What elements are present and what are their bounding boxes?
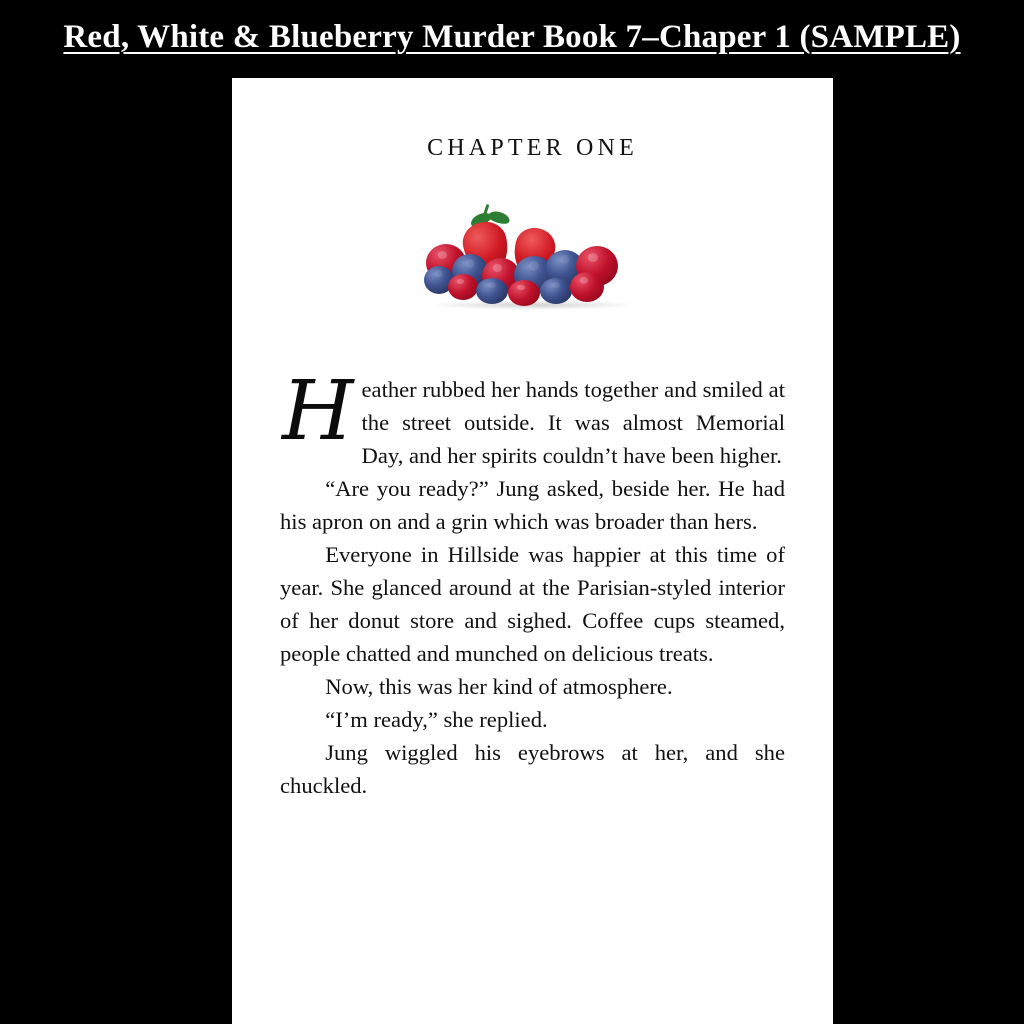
paragraph-4: Now, this was her kind of atmosphere. [325,673,673,699]
paragraph-6: Jung wiggled his eyebrows at her, and she chuckled. [280,739,785,798]
blueberry-6 [540,278,572,304]
book-page [232,78,833,1024]
chapter-body [280,364,785,803]
berry-cluster-icon [418,202,648,312]
header-banner [0,0,1024,74]
raspberry-6 [570,272,604,302]
page-title: Red, White & Blueberry Murder Book 7–Chaper 1 (SAMPLE) [63,18,961,55]
raspberry-5 [508,280,540,306]
paragraph-2: “Are you ready?” Jung asked, beside her. He had his apron on and a grin which was broader than hers. [280,475,785,534]
paragraph-1-text: eather rubbed her hands together and smiled at the street outside. It was almost Memorial Day, and her spirits couldn’t have been higher. [361,377,785,468]
paragraph-3: Everyone in Hillside was happier at this time of year. She glanced around at the Parisian-styled interior of her donut store and sighed. Coffee cups steamed, people chatted and munched on delicious treats. [280,541,785,666]
chapter-heading: CHAPTER ONE [427,135,638,161]
drop-cap: H [282,364,354,459]
blueberry-5 [476,278,508,304]
raspberry-4 [448,274,478,300]
paragraph-1 [280,364,785,473]
paragraph-5: “I’m ready,” she replied. [325,706,548,732]
